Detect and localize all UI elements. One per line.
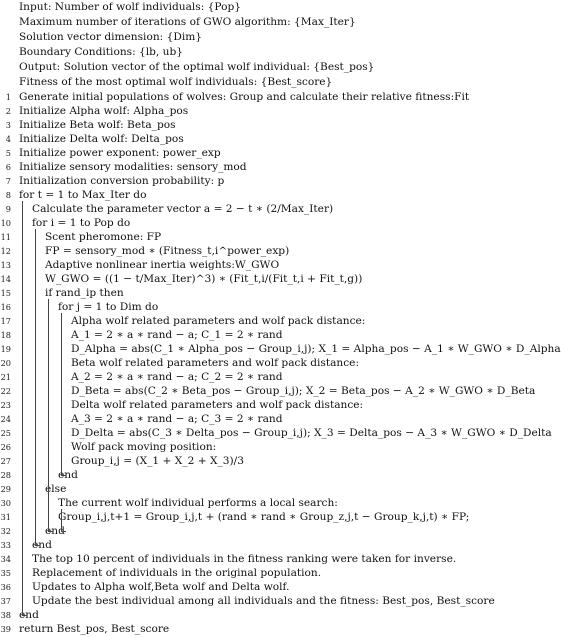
line-text: FP = sensory_mod ∗ (Fitness_t,i^power_exp) (45, 245, 290, 257)
line-number: 21 (0, 372, 11, 382)
line-number: 33 (0, 540, 11, 550)
line-text: for j = 1 to Dim do (58, 301, 159, 313)
block-tick (35, 545, 40, 546)
line-number: 7 (5, 176, 11, 186)
line-number: 38 (0, 610, 11, 620)
line-number: 25 (0, 428, 11, 438)
line-text: The current wolf individual performs a local search: (58, 497, 338, 509)
line-number: 19 (0, 344, 11, 354)
line-text: Solution vector dimension: {Dim} (19, 31, 202, 43)
line-text: Maximum number of iterations of GWO algorithm: {Max_Iter} (19, 16, 356, 28)
line-number: 17 (0, 316, 11, 326)
line-number: 36 (0, 582, 11, 592)
line-number: 37 (0, 596, 11, 606)
line-text: Group_i,j,t+1 = Group_i,j,t + (rand ∗ rand ∗ Group_z,j,t − Group_k,j,t) ∗ FP; (58, 511, 470, 523)
line-text: W_GWO = ((1 − t/Max_Iter)^3) ∗ (Fit_t,i/(Fit_t,i + Fit_t,g)) (45, 273, 363, 285)
line-number: 15 (0, 288, 11, 298)
line-text: Initialize Alpha wolf: Alpha_pos (19, 105, 189, 117)
line-text: Scent pheromone: FP (45, 231, 162, 243)
line-number: 20 (0, 358, 11, 368)
line-text: The top 10 percent of individuals in the fitness ranking were taken for inverse. (32, 553, 457, 565)
line-number: 28 (0, 470, 11, 480)
line-number: 23 (0, 400, 11, 410)
block-tick (61, 531, 66, 532)
line-text: Generate initial populations of wolves: Group and calculate their relative fitness:Fit (19, 91, 470, 103)
line-text: Alpha wolf related parameters and wolf pack distance: (71, 315, 366, 327)
line-number: 8 (5, 190, 11, 200)
line-number: 4 (5, 134, 11, 144)
block-bar (35, 229, 36, 545)
line-text: Beta wolf related parameters and wolf pack distance: (71, 357, 360, 369)
block-bar (61, 509, 62, 531)
line-text: Fitness of the most optimal wolf individuals: {Best_score} (19, 76, 333, 88)
line-number: 13 (0, 260, 11, 270)
line-text: end (45, 525, 65, 537)
line-text: Output: Solution vector of the optimal wolf individual: {Best_pos} (19, 61, 375, 73)
line-number: 5 (5, 148, 11, 158)
line-text: Initialize power exponent: power_exp (19, 147, 221, 159)
line-number: 18 (0, 330, 11, 340)
line-number: 34 (0, 554, 11, 564)
line-text: Initialize Beta wolf: Beta_pos (19, 119, 176, 131)
line-number: 12 (0, 246, 11, 256)
line-number: 1 (5, 92, 11, 102)
line-text: Updates to Alpha wolf,Beta wolf and Delta wolf. (32, 581, 290, 593)
line-number: 31 (0, 512, 11, 522)
line-number: 2 (5, 106, 11, 116)
line-text: Initialization conversion probability: p (19, 175, 225, 187)
line-text: Adaptive nonlinear inertia weights:W_GWO (45, 259, 280, 271)
line-text: for t = 1 to Max_Iter do (19, 189, 147, 201)
line-number: 27 (0, 456, 11, 466)
line-text: Boundary Conditions: {lb, ub} (19, 46, 184, 58)
line-text: end (19, 609, 39, 621)
line-text: end (32, 539, 52, 551)
line-text: Initialize Delta wolf: Delta_pos (19, 133, 184, 145)
line-number: 11 (0, 232, 11, 242)
block-bar (61, 313, 62, 475)
line-number: 9 (5, 204, 11, 214)
line-text: Input: Number of wolf individuals: {Pop} (19, 1, 241, 13)
line-number: 24 (0, 414, 11, 424)
line-number: 10 (0, 218, 11, 228)
line-text: A_2 = 2 ∗ a ∗ rand − a; C_2 = 2 ∗ rand (71, 371, 283, 383)
line-text: if rand_ip then (45, 287, 124, 299)
line-number: 39 (0, 624, 11, 634)
block-tick (61, 475, 66, 476)
line-number: 29 (0, 484, 11, 494)
line-text: return Best_pos, Best_score (19, 623, 170, 635)
line-text: Group_i,j = (X_1 + X_2 + X_3)/3 (71, 455, 244, 467)
line-number: 6 (5, 162, 11, 172)
block-bar (22, 201, 23, 615)
line-text: D_Alpha = abs(C_1 ∗ Alpha_pos − Group_i,j); X_1 = Alpha_pos − A_1 ∗ W_GWO ∗ D_Alpha (71, 343, 561, 355)
line-text: Delta wolf related parameters and wolf pack distance: (71, 399, 364, 411)
line-text: D_Beta = abs(C_2 ∗ Beta_pos − Group_i,j); X_2 = Beta_pos − A_2 ∗ W_GWO ∗ D_Beta (71, 385, 536, 397)
line-number: 30 (0, 498, 11, 508)
line-text: Update the best individual among all individuals and the fitness: Best_pos, Best_score (32, 595, 495, 607)
line-text: D_Delta = abs(C_3 ∗ Delta_pos − Group_i,j); X_3 = Delta_pos − A_3 ∗ W_GWO ∗ D_Delta (71, 427, 552, 439)
line-text: Replacement of individuals in the original population. (32, 567, 322, 579)
line-number: 3 (5, 120, 11, 130)
line-number: 16 (0, 302, 11, 312)
line-text: Calculate the parameter vector a = 2 − t ∗ (2/Max_Iter) (32, 203, 334, 215)
line-text: Initialize sensory modalities: sensory_mod (19, 161, 247, 173)
block-tick (22, 615, 27, 616)
line-number: 26 (0, 442, 11, 452)
line-text: end (58, 469, 78, 481)
line-number: 14 (0, 274, 11, 284)
line-text: A_3 = 2 ∗ a ∗ rand − a; C_3 = 2 ∗ rand (71, 413, 283, 425)
block-bar (48, 299, 49, 531)
line-number: 32 (0, 526, 11, 536)
line-number: 22 (0, 386, 11, 396)
block-tick (48, 531, 53, 532)
line-text: for i = 1 to Pop do (32, 217, 131, 229)
line-text: A_1 = 2 ∗ a ∗ rand − a; C_1 = 2 ∗ rand (71, 329, 283, 341)
line-text: Wolf pack moving position: (71, 441, 217, 453)
line-number: 35 (0, 568, 11, 578)
line-text: else (45, 483, 67, 495)
